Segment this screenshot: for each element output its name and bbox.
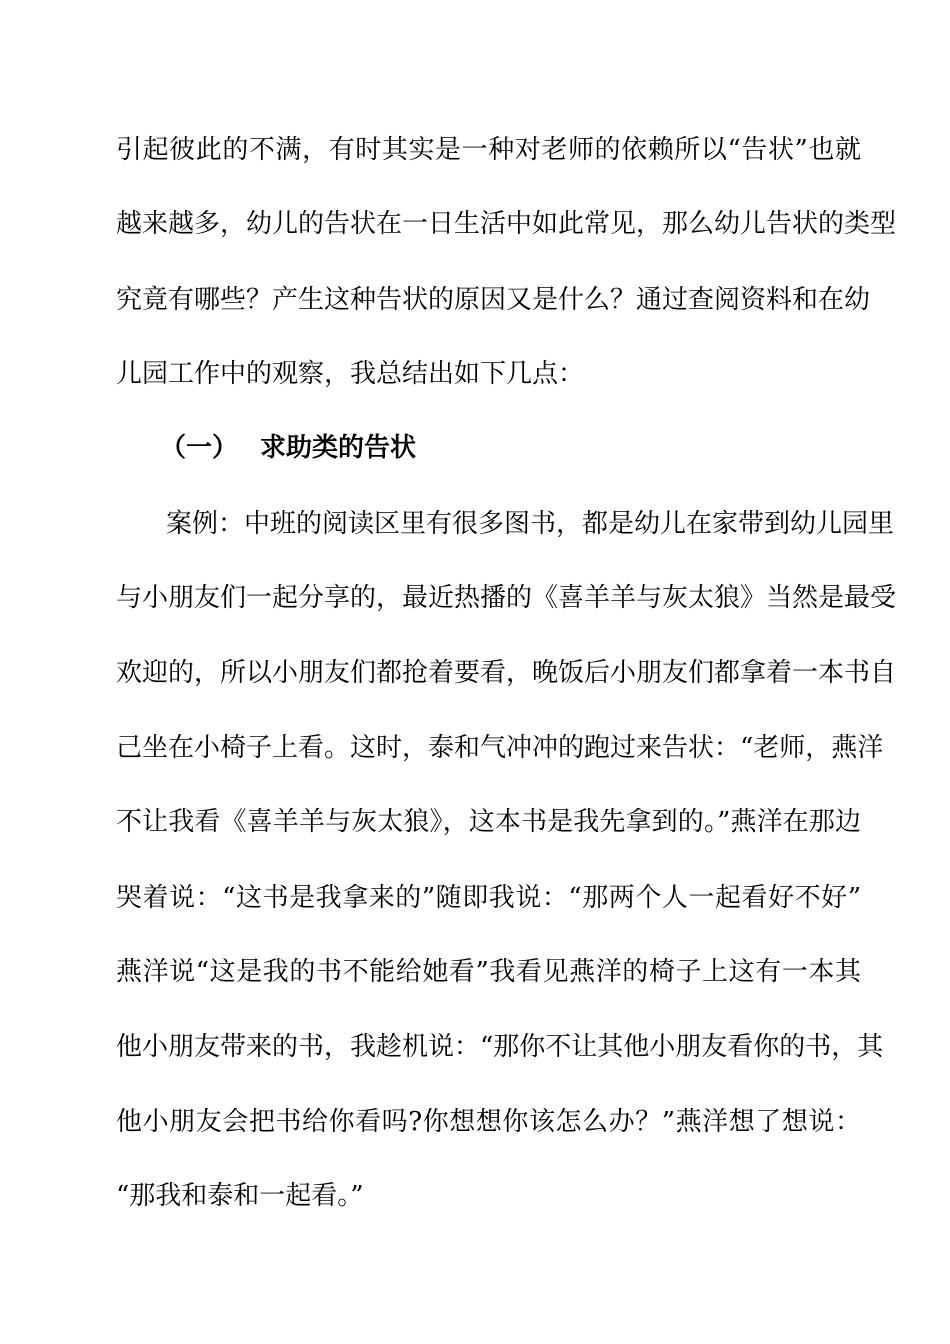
section-heading: [160, 431, 416, 465]
paragraph-line: 不让我看《喜羊羊与灰太狼》，这本书是我先拿到的。”燕洋在那边: [116, 807, 861, 837]
paragraph-line: 越来越多，幼儿的告状在一日生活中如此常见，那么幼儿告状的类型: [116, 209, 897, 239]
paragraph-line: 儿园工作中的观察，我总结出如下几点：: [116, 359, 585, 389]
paragraph-line: 他小朋友带来的书，我趁机说：“那你不让其他小朋友看你的书，其: [116, 1032, 884, 1062]
paragraph-line: “那我和泰和一起看。”: [116, 1181, 364, 1211]
paragraph-line: 案例：中班的阅读区里有很多图书，都是幼儿在家带到幼儿园里: [166, 509, 895, 539]
paragraph-line: 究竟有哪些？产生这种告状的原因又是什么？通过查阅资料和在幼: [116, 285, 871, 315]
paragraph-line: 欢迎的，所以小朋友们都抢着要看，晚饭后小朋友们都拿着一本书自: [116, 658, 897, 688]
paragraph-line: 己坐在小椅子上看。这时，泰和气冲冲的跑过来告状：“老师，燕洋: [116, 733, 884, 763]
paragraph-line: 引起彼此的不满，有时其实是一种对老师的依赖所以“告状”也就: [116, 135, 861, 165]
paragraph-line: 他小朋友会把书给你看吗?你想想你该怎么办？”燕洋想了想说：: [116, 1107, 861, 1137]
section-title: 求助类的告状: [260, 433, 417, 463]
paragraph-line: 哭着说：“这书是我拿来的”随即我说：“那两个人一起看好不好”: [116, 883, 861, 913]
section-number: （一）: [160, 433, 239, 463]
paragraph-line: 与小朋友们一起分享的，最近热播的《喜羊羊与灰太狼》当然是最受: [116, 583, 897, 613]
paragraph-line: 燕洋说“这是我的书不能给她看”我看见燕洋的椅子上这有一本其: [116, 957, 861, 987]
